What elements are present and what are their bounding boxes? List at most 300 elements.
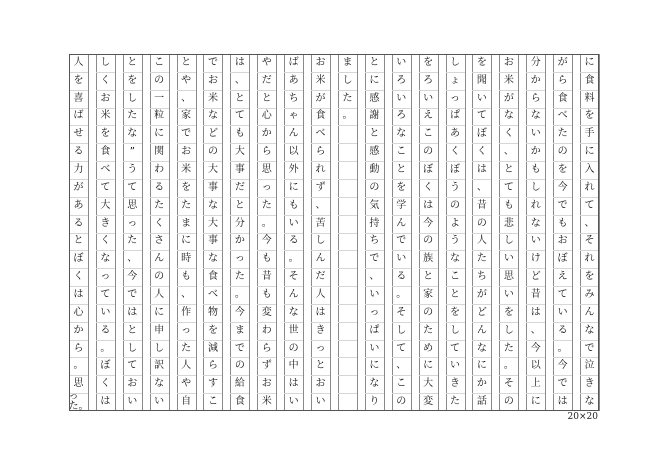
manuscript-cell: れ	[584, 181, 595, 193]
manuscript-cell: 食	[207, 271, 218, 283]
manuscript-cell: や	[181, 378, 192, 390]
manuscript-cell: ぼ	[73, 253, 84, 265]
manuscript-cell: か	[530, 146, 541, 158]
manuscript-cell: 喜	[73, 92, 84, 104]
manuscript-cell: い	[530, 128, 541, 140]
manuscript-cell: る	[396, 271, 407, 283]
manuscript-cell: は	[73, 288, 84, 300]
manuscript-cell: て	[450, 342, 461, 354]
manuscript-cell: の	[450, 199, 461, 211]
manuscript-cell: ん	[315, 253, 326, 265]
manuscript-cell: 人	[181, 360, 192, 372]
manuscript-cell: 物	[207, 306, 218, 318]
manuscript-cell: の	[557, 146, 568, 158]
column-rule-right	[518, 54, 519, 411]
manuscript-column	[392, 54, 411, 411]
manuscript-cell: い	[369, 342, 380, 354]
manuscript-cell: 食	[234, 396, 245, 408]
grid-size-label: 20×20	[567, 412, 598, 422]
manuscript-cell: 米	[261, 396, 272, 408]
manuscript-cell: に	[369, 74, 380, 86]
manuscript-cell: く	[100, 74, 111, 86]
manuscript-column	[257, 54, 276, 411]
manuscript-cell: で	[207, 56, 218, 68]
manuscript-cell: け	[530, 253, 541, 265]
manuscript-cell: 外	[288, 164, 299, 176]
manuscript-cell: 時	[181, 253, 192, 265]
manuscript-cell: 大	[100, 199, 111, 211]
manuscript-cell: は	[423, 199, 434, 211]
manuscript-cell: 思	[73, 378, 84, 390]
manuscript-cell: う	[127, 164, 138, 176]
manuscript-cell: し	[503, 324, 514, 336]
manuscript-cell: 今	[557, 181, 568, 193]
manuscript-cell: も	[288, 199, 299, 211]
manuscript-cell: で	[584, 342, 595, 354]
manuscript-cell: 、	[396, 360, 407, 372]
manuscript-cell: な	[100, 253, 111, 265]
manuscript-cell: わ	[261, 324, 272, 336]
manuscript-cell: な	[450, 253, 461, 265]
manuscript-cell: い	[476, 92, 487, 104]
manuscript-cell: だ	[261, 74, 272, 86]
manuscript-cell: は	[530, 306, 541, 318]
manuscript-cell: 大	[234, 146, 245, 158]
manuscript-cell: を	[557, 164, 568, 176]
manuscript-cell: は	[557, 396, 568, 408]
manuscript-cell: て	[557, 288, 568, 300]
manuscript-cell: ん	[154, 253, 165, 265]
manuscript-cell: 。	[396, 288, 407, 300]
manuscript-cell: し	[450, 56, 461, 68]
manuscript-cell: 変	[423, 396, 434, 408]
manuscript-column	[472, 54, 491, 411]
manuscript-cell: 人	[315, 288, 326, 300]
manuscript-cell: ち	[369, 235, 380, 247]
manuscript-cell: な	[127, 128, 138, 140]
manuscript-cell: ど	[476, 306, 487, 318]
manuscript-cell: ち	[476, 271, 487, 283]
manuscript-cell: い	[369, 288, 380, 300]
manuscript-cell: き	[100, 217, 111, 229]
manuscript-cell: ば	[288, 56, 299, 68]
manuscript-cell: し	[396, 324, 407, 336]
manuscript-cell: 苦	[315, 217, 326, 229]
manuscript-cell: 自	[181, 396, 192, 408]
column-rule-right	[249, 54, 250, 411]
manuscript-cell: 事	[207, 235, 218, 247]
manuscript-cell: が	[73, 181, 84, 193]
manuscript-cell: 今	[557, 360, 568, 372]
manuscript-cell: し	[315, 235, 326, 247]
manuscript-cell: 減	[207, 342, 218, 354]
manuscript-cell: に	[584, 56, 595, 68]
manuscript-cell: え	[557, 271, 568, 283]
manuscript-column	[230, 54, 249, 411]
manuscript-cell: 米	[100, 110, 111, 122]
manuscript-cell: 力	[73, 164, 84, 176]
manuscript-cell: し	[503, 235, 514, 247]
manuscript-cell: 、	[369, 271, 380, 283]
manuscript-cell	[338, 179, 357, 197]
manuscript-cell: と	[181, 56, 192, 68]
manuscript-cell: い	[315, 396, 326, 408]
manuscript-cell: て	[100, 288, 111, 300]
manuscript-cell: ま	[181, 217, 192, 229]
manuscript-cell: と	[127, 324, 138, 336]
manuscript-cell: る	[154, 181, 165, 193]
manuscript-column	[284, 54, 303, 411]
manuscript-cell: た	[154, 199, 165, 211]
manuscript-cell: っ	[261, 181, 272, 193]
manuscript-cell: ぱ	[450, 110, 461, 122]
manuscript-cell: 心	[261, 110, 272, 122]
manuscript-cell: は	[234, 56, 245, 68]
manuscript-cell: の	[234, 360, 245, 372]
column-rule-right	[438, 54, 439, 411]
manuscript-cell: る	[288, 235, 299, 247]
manuscript-cell: 、	[181, 288, 192, 300]
manuscript-cell	[338, 215, 357, 233]
manuscript-cell	[338, 268, 357, 286]
manuscript-cell: て	[396, 342, 407, 354]
manuscript-cell: が	[503, 92, 514, 104]
manuscript-cell	[338, 286, 357, 304]
manuscript-cell: の	[207, 146, 218, 158]
manuscript-cell: 関	[154, 146, 165, 158]
column-rule-right	[411, 54, 412, 411]
manuscript-cell: く	[423, 181, 434, 193]
manuscript-cell	[338, 375, 357, 393]
manuscript-cell: 思	[503, 271, 514, 283]
manuscript-cell: は	[476, 164, 487, 176]
manuscript-cell: た	[127, 110, 138, 122]
manuscript-cell: を	[100, 128, 111, 140]
manuscript-cell: の	[369, 181, 380, 193]
manuscript-cell: い	[288, 396, 299, 408]
manuscript-cell: る	[557, 324, 568, 336]
column-rule-right	[196, 54, 197, 411]
manuscript-cell: ら	[261, 146, 272, 158]
manuscript-cell: を	[396, 181, 407, 193]
manuscript-cell: に	[369, 360, 380, 372]
manuscript-cell: な	[584, 396, 595, 408]
manuscript-cell: 学	[396, 199, 407, 211]
manuscript-cell: べ	[100, 164, 111, 176]
manuscript-cell: お	[261, 378, 272, 390]
manuscript-cell: 入	[584, 164, 595, 176]
manuscript-cell: 思	[127, 199, 138, 211]
manuscript-cell: て	[234, 110, 245, 122]
manuscript-cell: く	[450, 146, 461, 158]
manuscript-cell: 人	[476, 235, 487, 247]
manuscript-cell: 今	[127, 271, 138, 283]
manuscript-cell	[338, 304, 357, 322]
manuscript-cell: す	[207, 378, 218, 390]
manuscript-cell: が	[315, 92, 326, 104]
manuscript-cell: こ	[450, 271, 461, 283]
manuscript-cell: と	[450, 288, 461, 300]
manuscript-cell: ぼ	[476, 128, 487, 140]
manuscript-cell: お	[127, 378, 138, 390]
manuscript-cell: た	[342, 92, 353, 104]
manuscript-cell: 。	[100, 342, 111, 354]
manuscript-cell: 粒	[154, 110, 165, 122]
column-rule-right	[572, 54, 573, 411]
manuscript-cell: や	[261, 56, 272, 68]
manuscript-column	[499, 54, 518, 411]
manuscript-cell: と	[261, 92, 272, 104]
manuscript-cell: 分	[234, 217, 245, 229]
manuscript-cell: ち	[288, 92, 299, 104]
manuscript-cell	[338, 250, 357, 268]
manuscript-cell: か	[530, 74, 541, 86]
manuscript-cell: ら	[73, 342, 84, 354]
manuscript-cell: お	[503, 56, 514, 68]
manuscript-cell: ぱ	[369, 324, 380, 336]
manuscript-cell: ん	[584, 306, 595, 318]
manuscript-cell: も	[181, 271, 192, 283]
manuscript-cell	[338, 125, 357, 143]
manuscript-grid	[69, 54, 599, 411]
manuscript-cell: こ	[423, 128, 434, 140]
manuscript-cell: 事	[234, 164, 245, 176]
manuscript-cell: 料	[584, 92, 595, 104]
manuscript-cell: ”	[129, 146, 135, 158]
manuscript-cell: く	[154, 217, 165, 229]
column-rule-right	[88, 54, 89, 411]
manuscript-cell: 大	[207, 217, 218, 229]
column-rule-right	[276, 54, 277, 411]
manuscript-cell: こ	[396, 378, 407, 390]
manuscript-cell: 家	[181, 110, 192, 122]
manuscript-cell: だ	[315, 271, 326, 283]
manuscript-cell: 家	[423, 288, 434, 300]
manuscript-cell: な	[476, 342, 487, 354]
manuscript-cell: ま	[342, 56, 353, 68]
manuscript-cell: 泣	[584, 360, 595, 372]
manuscript-cell: た	[557, 128, 568, 140]
manuscript-cell: 。	[73, 360, 84, 372]
manuscript-cell: ま	[234, 324, 245, 336]
manuscript-cell: 感	[369, 92, 380, 104]
manuscript-cell: お	[557, 235, 568, 247]
manuscript-cell	[338, 161, 357, 179]
manuscript-cell: 食	[315, 110, 326, 122]
manuscript-cell: た	[476, 253, 487, 265]
manuscript-column	[69, 54, 88, 411]
manuscript-cell: の	[154, 271, 165, 283]
manuscript-column	[419, 54, 438, 411]
manuscript-cell: え	[423, 110, 434, 122]
manuscript-cell: て	[503, 181, 514, 193]
manuscript-cell: た	[234, 271, 245, 283]
manuscript-cell: を	[584, 271, 595, 283]
manuscript-cell: 一	[154, 92, 165, 104]
manuscript-cell: 申	[154, 324, 165, 336]
manuscript-cell: だ	[234, 181, 245, 193]
manuscript-cell: め	[423, 342, 434, 354]
manuscript-cell: れ	[530, 199, 541, 211]
manuscript-cell: と	[503, 164, 514, 176]
manuscript-cell	[338, 340, 357, 358]
manuscript-cell: い	[557, 306, 568, 318]
manuscript-cell: な	[207, 110, 218, 122]
manuscript-cell: あ	[73, 199, 84, 211]
manuscript-cell: を	[423, 56, 434, 68]
manuscript-cell: き	[315, 324, 326, 336]
manuscript-cell	[338, 197, 357, 215]
manuscript-cell: を	[127, 74, 138, 86]
manuscript-cell: 訳	[154, 360, 165, 372]
manuscript-cell: を	[503, 306, 514, 318]
manuscript-cell: お	[315, 56, 326, 68]
manuscript-cell: い	[100, 306, 111, 318]
manuscript-cell: と	[396, 164, 407, 176]
manuscript-cell: ろ	[396, 110, 407, 122]
manuscript-column	[580, 54, 599, 411]
manuscript-cell: 人	[73, 56, 84, 68]
manuscript-cell: た	[450, 396, 461, 408]
manuscript-cell: ら	[207, 360, 218, 372]
manuscript-cell: を	[181, 181, 192, 193]
manuscript-cell: た	[127, 235, 138, 247]
manuscript-cell: て	[127, 360, 138, 372]
manuscript-cell: 大	[207, 164, 218, 176]
manuscript-cell: こ	[154, 56, 165, 68]
manuscript-cell	[338, 393, 357, 411]
manuscript-cell: な	[207, 253, 218, 265]
manuscript-cell: ん	[288, 128, 299, 140]
manuscript-cell: に	[181, 235, 192, 247]
manuscript-cell: と	[127, 56, 138, 68]
manuscript-cell: 手	[584, 128, 595, 140]
manuscript-cell: は	[315, 306, 326, 318]
manuscript-cell: そ	[396, 306, 407, 318]
manuscript-cell: で	[396, 235, 407, 247]
manuscript-cell: べ	[315, 128, 326, 140]
manuscript-cell: ら	[557, 74, 568, 86]
manuscript-cell: 族	[423, 253, 434, 265]
manuscript-cell: 今	[423, 217, 434, 229]
column-rule-right	[465, 54, 466, 411]
manuscript-cell: 大	[423, 378, 434, 390]
manuscript-cell: と	[315, 360, 326, 372]
manuscript-cell: な	[288, 306, 299, 318]
manuscript-cell: の	[423, 306, 434, 318]
manuscript-column	[365, 54, 384, 411]
manuscript-cell: い	[450, 360, 461, 372]
manuscript-cell: し	[342, 74, 353, 86]
manuscript-cell: 給	[234, 378, 245, 390]
column-rule-right	[384, 54, 385, 411]
manuscript-cell: い	[396, 253, 407, 265]
manuscript-cell: 、	[476, 181, 487, 193]
manuscript-cell: ん	[476, 324, 487, 336]
manuscript-cell: み	[584, 288, 595, 300]
manuscript-cell: し	[127, 92, 138, 104]
manuscript-cell: せ	[73, 128, 84, 140]
manuscript-cell: 持	[369, 217, 380, 229]
manuscript-cell: こ	[207, 396, 218, 408]
manuscript-cell: お	[181, 146, 192, 158]
manuscript-cell: う	[450, 181, 461, 193]
manuscript-cell: い	[503, 288, 514, 300]
manuscript-cell: 作	[181, 306, 192, 318]
manuscript-cell: った。	[68, 391, 89, 413]
manuscript-cell: と	[234, 92, 245, 104]
manuscript-cell: そ	[288, 271, 299, 283]
manuscript-cell: 上	[530, 378, 541, 390]
manuscript-cell: 今	[261, 235, 272, 247]
manuscript-cell: 、	[127, 253, 138, 265]
manuscript-cell: る	[73, 146, 84, 158]
manuscript-cell: 米	[181, 164, 192, 176]
manuscript-cell: ぼ	[557, 253, 568, 265]
manuscript-cell: は	[127, 306, 138, 318]
manuscript-cell: に	[154, 128, 165, 140]
manuscript-cell: に	[476, 360, 487, 372]
manuscript-cell: に	[423, 360, 434, 372]
manuscript-cell: も	[261, 288, 272, 300]
manuscript-cell: わ	[154, 164, 165, 176]
manuscript-cell: っ	[127, 217, 138, 229]
manuscript-cell: な	[396, 128, 407, 140]
manuscript-cell: 聞	[476, 74, 487, 86]
manuscript-cell: う	[450, 235, 461, 247]
manuscript-cell: 米	[207, 92, 218, 104]
manuscript-cell: も	[503, 199, 514, 211]
manuscript-cell: ず	[315, 181, 326, 193]
manuscript-cell: 、	[503, 146, 514, 158]
manuscript-cell: 変	[261, 306, 272, 318]
manuscript-cell: 昔	[476, 199, 487, 211]
manuscript-cell: く	[100, 235, 111, 247]
manuscript-cell	[338, 322, 357, 340]
manuscript-cell: い	[503, 253, 514, 265]
manuscript-cell: の	[503, 396, 514, 408]
column-rule-right	[169, 54, 170, 411]
manuscript-cell: っ	[100, 271, 111, 283]
manuscript-column	[203, 54, 222, 411]
manuscript-cell: に	[288, 181, 299, 193]
manuscript-cell: り	[369, 396, 380, 408]
manuscript-cell: 心	[73, 306, 84, 318]
manuscript-cell: 食	[557, 92, 568, 104]
manuscript-cell: に	[154, 306, 165, 318]
column-rule-right	[222, 54, 223, 411]
manuscript-cell: の	[423, 146, 434, 158]
manuscript-cell: は	[100, 396, 111, 408]
manuscript-cell: し	[450, 324, 461, 336]
manuscript-cell: 食	[584, 74, 595, 86]
manuscript-cell: で	[557, 199, 568, 211]
manuscript-cell: た	[181, 199, 192, 211]
manuscript-cell: て	[584, 199, 595, 211]
manuscript-cell: し	[530, 181, 541, 193]
manuscript-cell: 謝	[369, 110, 380, 122]
manuscript-cell: て	[100, 181, 111, 193]
manuscript-cell: あ	[450, 128, 461, 140]
manuscript-cell: ん	[288, 288, 299, 300]
manuscript-cell: 。	[261, 217, 272, 229]
manuscript-cell: 以	[530, 360, 541, 372]
manuscript-cell: ら	[315, 146, 326, 158]
manuscript-cell: 動	[369, 164, 380, 176]
manuscript-cell: が	[476, 288, 487, 300]
manuscript-cell: 昔	[530, 288, 541, 300]
column-rule-right	[599, 54, 600, 411]
